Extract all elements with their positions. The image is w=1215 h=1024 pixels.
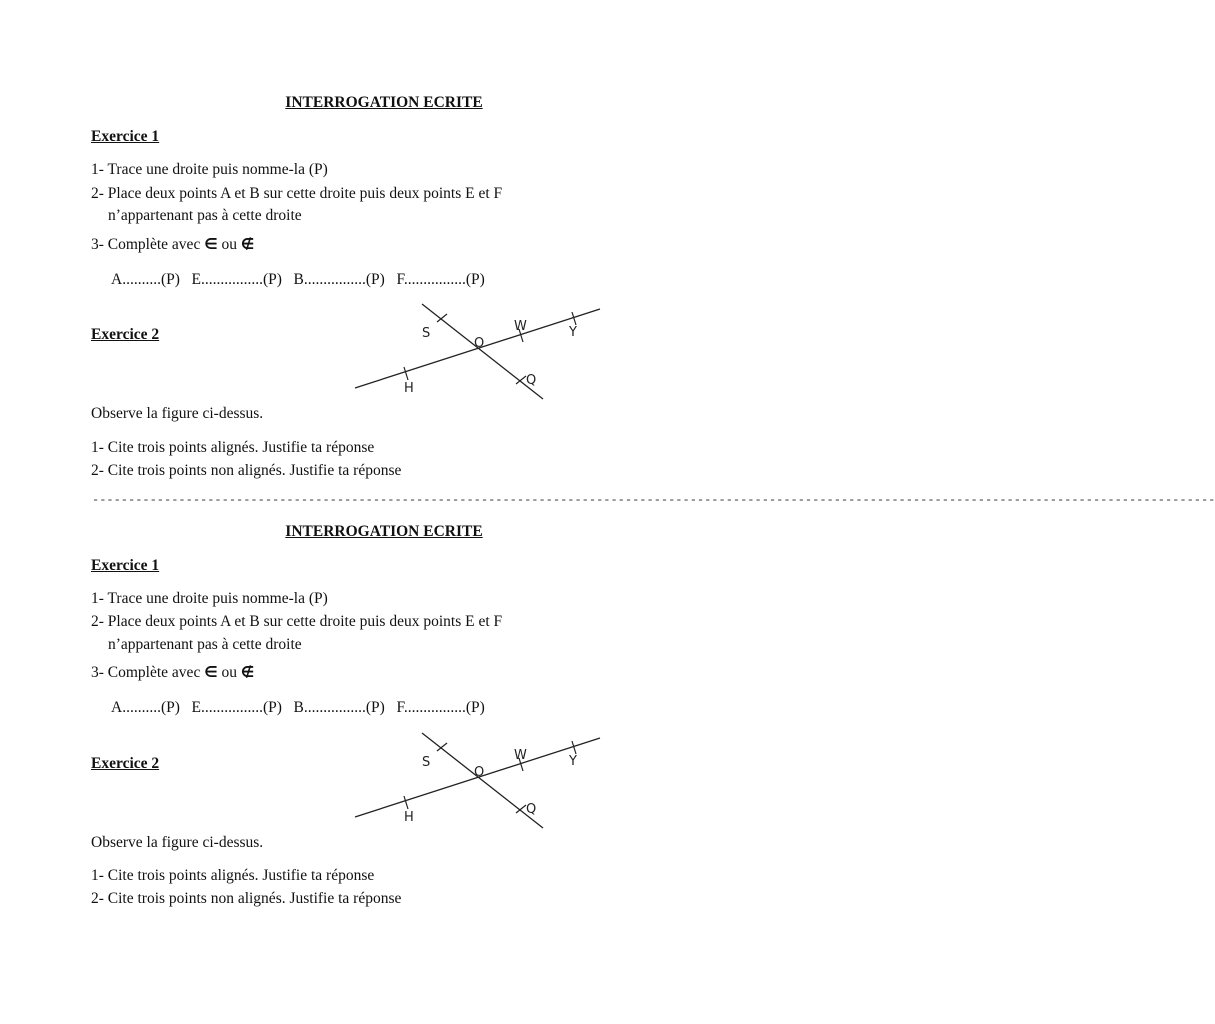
exercise-2-heading: Exercice 2 <box>91 755 160 772</box>
exercise-2-question-2: 2- Cite trois points non alignés. Justifie ta réponse <box>91 890 402 907</box>
point-label-y: Y <box>569 754 577 769</box>
geometry-figure <box>350 729 605 834</box>
observe-instruction: Observe la figure ci-dessus. <box>91 834 264 851</box>
point-label-q: Q <box>526 373 537 388</box>
exercise-2-question-1: 1- Cite trois points alignés. Justifie ta réponse <box>91 439 375 456</box>
point-label-h: H <box>404 381 414 396</box>
tick-h <box>404 796 408 809</box>
tick-q <box>516 805 526 813</box>
fill-in-blanks-line: A..........(P) E................(P) B................(P) F................(P) <box>111 699 485 716</box>
not-element-of-symbol: ∉ <box>240 663 255 681</box>
question-3-or: ou <box>221 236 238 253</box>
point-label-s: S <box>422 755 431 770</box>
point-label-s: S <box>422 326 431 341</box>
exercise-2-question-2: 2- Cite trois points non alignés. Justifie ta réponse <box>91 462 402 479</box>
not-element-of-symbol: ∉ <box>240 235 255 253</box>
exercise-1-question-2-continued: n’appartenant pas à cette droite <box>108 207 302 224</box>
tick-s <box>437 743 447 751</box>
point-label-w: W <box>514 319 527 334</box>
point-label-w: W <box>514 748 527 763</box>
element-of-symbol: ∈ <box>204 235 218 253</box>
exercise-1-heading: Exercice 1 <box>91 128 160 145</box>
point-label-h: H <box>404 810 414 825</box>
exercise-1-question-2-continued: n’appartenant pas à cette droite <box>108 636 302 653</box>
exercise-1-question-1: 1- Trace une droite puis nomme-la (P) <box>91 590 328 607</box>
fill-in-blanks-line: A..........(P) E................(P) B................(P) F................(P) <box>111 271 485 288</box>
exercise-1-question-3 <box>91 234 254 255</box>
exercise-2-heading: Exercice 2 <box>91 326 160 343</box>
question-3-prefix: 3- Complète avec <box>91 236 201 253</box>
page-title: INTERROGATION ECRITE <box>285 94 483 111</box>
exercise-1-question-2: 2- Place deux points A et B sur cette droite puis deux points E et F <box>91 613 503 630</box>
geometry-figure <box>350 300 605 405</box>
point-label-y: Y <box>569 325 577 340</box>
question-3-prefix: 3- Complète avec <box>91 664 201 681</box>
tick-s <box>437 314 447 322</box>
exercise-1-heading: Exercice 1 <box>91 557 160 574</box>
page-title: INTERROGATION ECRITE <box>285 523 483 540</box>
exercise-1-question-2: 2- Place deux points A et B sur cette droite puis deux points E et F <box>91 185 503 202</box>
point-label-o: O <box>474 765 485 780</box>
tick-h <box>404 367 408 380</box>
section-divider: ------------------------------------------------------------------------------------------------------------------------------------------------------------ <box>92 493 1215 507</box>
tick-q <box>516 376 526 384</box>
point-label-o: O <box>474 336 485 351</box>
exercise-1-question-1: 1- Trace une droite puis nomme-la (P) <box>91 161 328 178</box>
element-of-symbol: ∈ <box>204 663 218 681</box>
exercise-2-question-1: 1- Cite trois points alignés. Justifie ta réponse <box>91 867 375 884</box>
point-label-q: Q <box>526 802 537 817</box>
exercise-1-question-3 <box>91 662 254 683</box>
observe-instruction: Observe la figure ci-dessus. <box>91 405 264 422</box>
question-3-or: ou <box>221 664 238 681</box>
